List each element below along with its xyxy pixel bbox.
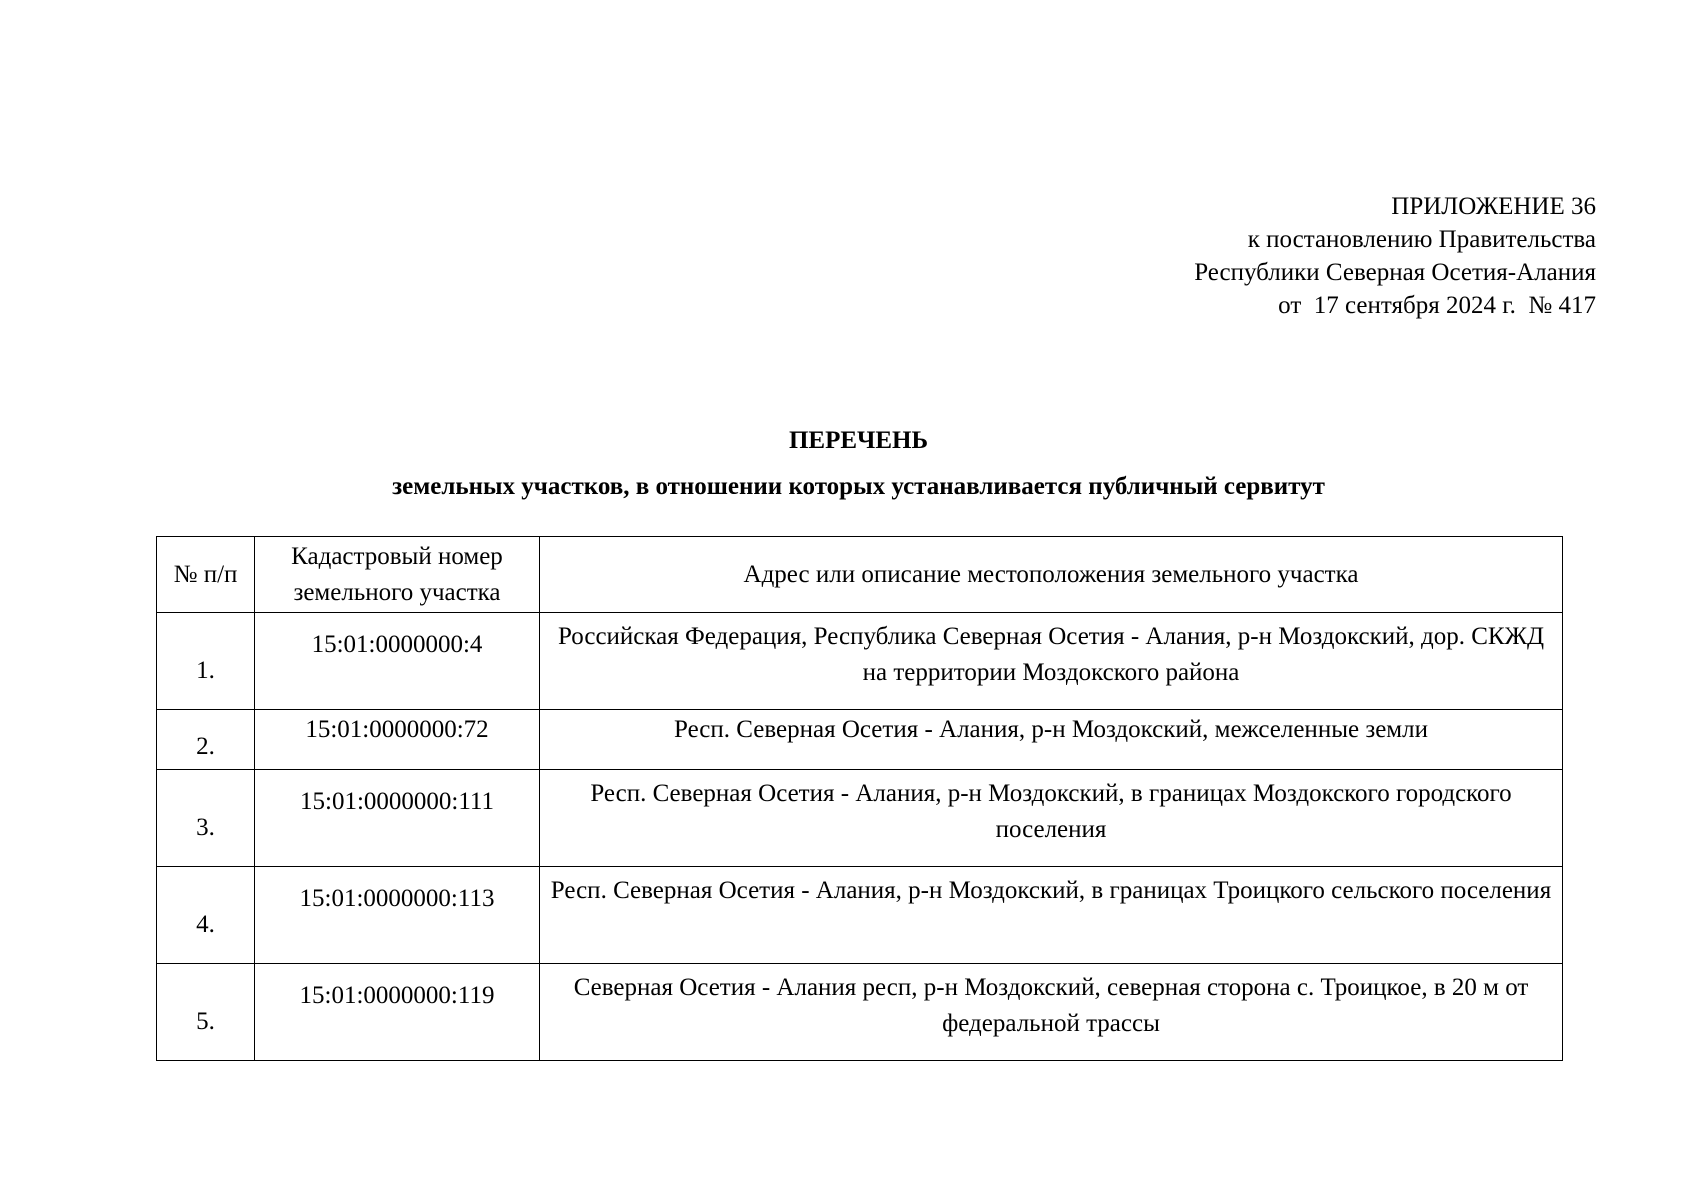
- row-num: 5.: [157, 964, 255, 1061]
- table-row: [157, 964, 1563, 1061]
- appendix-header: [1194, 190, 1596, 322]
- appendix-resolution-ref: к постановлению Правительства: [1247, 226, 1596, 253]
- row-num: 2.: [157, 710, 255, 770]
- appendix-date-number: от 17 сентября 2024 г. № 417: [1278, 292, 1596, 319]
- row-address: Российская Федерация, Республика Северная Осетия - Алания, р-н Моздокский, дор. СКЖД на территории Моздокского района: [540, 613, 1563, 710]
- row-num: 1.: [157, 613, 255, 710]
- row-cadastral: 15:01:0000000:4: [255, 613, 540, 710]
- row-cadastral: 15:01:0000000:113: [255, 867, 540, 964]
- table-row: [157, 867, 1563, 964]
- header-num: № п/п: [157, 537, 255, 613]
- table-row: [157, 613, 1563, 710]
- table-row: [157, 770, 1563, 867]
- appendix-number: ПРИЛОЖЕНИЕ 36: [1391, 193, 1596, 220]
- row-num: 3.: [157, 770, 255, 867]
- row-num: 4.: [157, 867, 255, 964]
- row-cadastral: 15:01:0000000:119: [255, 964, 540, 1061]
- table-header-row: [157, 537, 1563, 613]
- row-cadastral: 15:01:0000000:72: [255, 710, 540, 770]
- row-address: Респ. Северная Осетия - Алания, р-н Моздокский, межселенные земли: [540, 710, 1563, 770]
- row-address: Респ. Северная Осетия - Алания, р-н Моздокский, в границах Моздокского городского поселения: [540, 770, 1563, 867]
- land-plots-table: [156, 536, 1563, 1061]
- row-address: Респ. Северная Осетия - Алания, р-н Моздокский, в границах Троицкого сельского поселения: [540, 867, 1563, 964]
- table-row: [157, 710, 1563, 770]
- header-cadastral: Кадастровый номер земельного участка: [255, 537, 540, 613]
- row-address: Северная Осетия - Алания респ, р-н Моздокский, северная сторона с. Троицкое, в 20 м от федеральной трассы: [540, 964, 1563, 1061]
- document-subtitle: земельных участков, в отношении которых устанавливается публичный сервитут: [392, 473, 1325, 500]
- row-cadastral: 15:01:0000000:111: [255, 770, 540, 867]
- appendix-republic: Республики Северная Осетия-Алания: [1194, 259, 1596, 286]
- header-address: Адрес или описание местоположения земельного участка: [540, 537, 1563, 613]
- document-title: ПЕРЕЧЕНЬ: [788, 427, 929, 454]
